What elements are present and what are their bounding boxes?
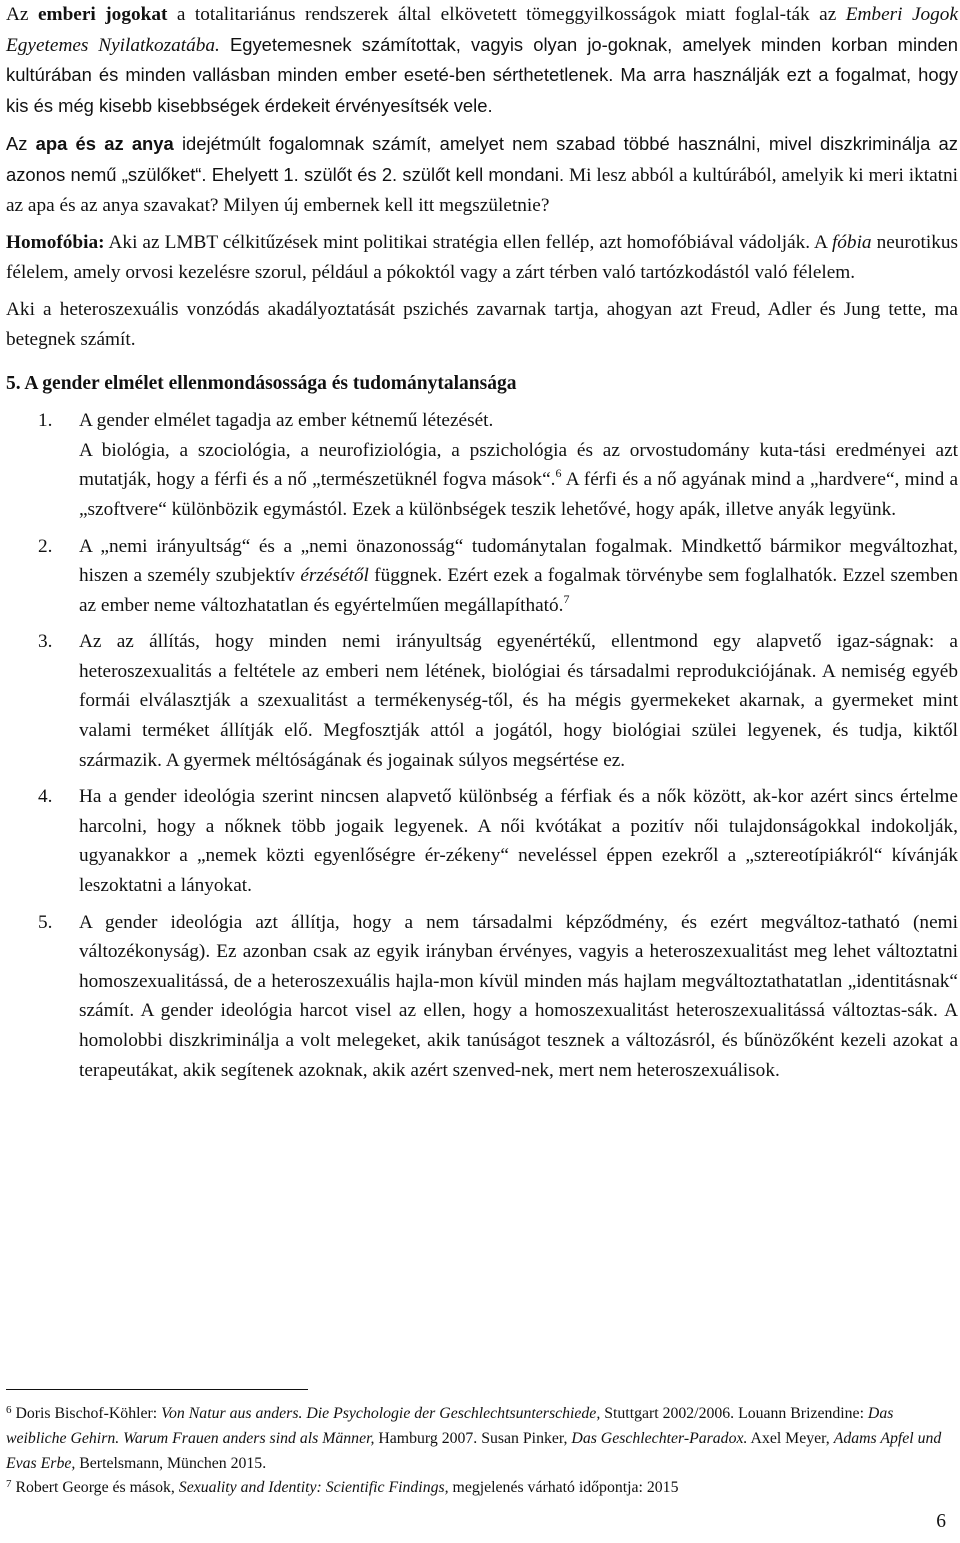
text: Mi lesz abból a kultúrából, amelyik ki meri iktatni az apa és az anya szavakat? Milyen új embernek kell itt megszületnie? — [6, 164, 958, 216]
text: Doris Bischof-Köhler: — [11, 1405, 162, 1422]
text: neurotikus félelem, amely orvosi kezelésre szorul, például a pókoktól vagy a zárt térben való tartózkodástól való félelem. — [6, 232, 958, 283]
footnote-ref[interactable]: 6 — [555, 466, 562, 481]
bold-term: Homofóbia: — [6, 232, 105, 254]
section-heading: 5. A gender elmélet ellenmondásossága és tudománytalansága — [6, 372, 517, 394]
italic-title: Adams Apfel und Evas Erbe, — [6, 1429, 942, 1472]
list-item-text: Az az állítás, hogy minden nemi irányultság egyenértékű, ellentmond egy alapvető igaz-ságnak: a heteroszexualitás a feltétele az emberi nem létének, biológiai és társadalmi reprodukciójának. A nemiség egyéb formái elválasztják a szexualitást a termékenység-től, és ha mégis gyermekeket akarnak, a gyermeket mint valami terméket állítják elő. Megfosztják attól a jogától, hogy biológiai szülei legyenek, és tudja, kiktől származik. A gyermek méltóságának és jogainak súlyos megsértése ez. — [79, 631, 958, 771]
italic-title: Von Natur aus anders. Die Psychologie der Geschlechtsunterschiede, — [161, 1405, 601, 1422]
paragraph-father-mother — [6, 129, 958, 220]
footnote-ref[interactable]: 7 — [563, 591, 570, 606]
footnote-number: 6 — [6, 1404, 12, 1416]
italic-title: Das weibliche Gehirn. Warum Frauen anders sind als Männer, — [6, 1405, 894, 1447]
text: Stuttgart 2002/2006. Louann Brizendine: — [600, 1405, 868, 1422]
document-page — [6, 0, 958, 1092]
list-item — [6, 532, 958, 621]
text: Hamburg 2007. Susan Pinker, — [374, 1429, 572, 1447]
footnote-divider — [6, 1389, 308, 1390]
bold-term: apa és az anya — [35, 133, 174, 155]
text: Egyetemesnek számítottak, vagyis olyan jo-goknak, amelyek minden korban minden kultúrában és minden vallásban minden ember eseté-ben sérthetetlenek. Ma arra használják ezt a fogalmat, hogy kis és még kisebb kisebbségek érdekeit érvényesítsék vele. — [6, 33, 959, 116]
list-item — [6, 406, 958, 524]
text: Aki az LMBT célkitűzések mint politikai stratégia ellen fellép, azt homofóbiával vádolják. A — [104, 232, 832, 254]
text: idejétmúlt fogalomnak számít, amelyet nem szabad többé használni, mivel diszkriminálja az azonos nemű „szülőket“. Ehelyett 1. szülőt és 2. szülőt kell mondani. — [6, 133, 958, 185]
list-item-text: Ha a gender ideológia szerint nincsen alapvető különbség a férfiak és a nők között, ak-kor azért sincs értelme harcolni, hogy a nőknek több jogaik legyenek. A női kvótákat a pozitív női tulajdonságokkal indokolják, ugyanakkor a „nemek közti egyenlőségre ér-zékeny“ neveléssel éppen ezekről a „sztereotípiákról“ kívánják leszoktatni a lányokat. — [79, 786, 958, 897]
list-number: 3. — [38, 631, 53, 653]
text: Az — [6, 133, 36, 155]
text: A biológia, a szociológia, a neurofiziológia, a pszichológia és az orvostudomány kuta-tási eredményei azt mutatják, hogy a férfi és a nő „természetüknél fogva mások“. — [79, 439, 958, 491]
text: Axel Meyer, — [747, 1429, 834, 1447]
text: A férfi és a nő agyának mind a „hardvere“, mind a „szoftvere“ különbözik egymástól. Ezek a különbségek teszik lehetővé, hogy apák, illetve anyák legyünk. — [79, 469, 958, 520]
list-item-text — [79, 406, 958, 524]
paragraph-homophobia — [6, 228, 958, 287]
text: A gender elmélet tagadja az ember kétnemű létezését. — [79, 410, 494, 432]
paragraph-human-rights — [6, 0, 958, 121]
list-number: 1. — [38, 410, 53, 432]
footnote-number: 7 — [6, 1478, 12, 1491]
footnotes — [6, 1402, 950, 1501]
text: Bertelsmann, München 2015. — [75, 1454, 267, 1472]
list-item — [6, 627, 958, 775]
text: A „nemi irányultság“ és a „nemi önazonosság“ tudománytalan fogalmak. Mindkettő bármikor megváltozhat, hiszen a személy szubjektív — [79, 535, 958, 587]
footnote-6 — [6, 1402, 950, 1476]
italic-term: fóbia — [831, 232, 872, 254]
text: Az — [6, 4, 38, 25]
bold-term: emberi jogokat — [37, 4, 168, 25]
italic-title: Sexuality and Identity: Scientific Findings, — [178, 1479, 449, 1497]
page-number: 6 — [936, 1511, 946, 1532]
list-number: 5. — [38, 911, 53, 933]
text: függnek. Ezért ezek a fogalmak törvénybe sem foglalhatók. Ezzel szemben az ember neme változhatatlan és egyértelműen megállapítható. — [79, 565, 958, 616]
paragraph-heterosexual: Aki a heteroszexuális vonzódás akadályoztatását pszichés zavarnak tartja, ahogyan azt Freud, Adler és Jung tette, ma betegnek számít. — [6, 299, 958, 350]
italic-term: érzésétől — [300, 565, 369, 587]
footnote-7 — [6, 1476, 950, 1501]
numbered-list — [6, 406, 958, 1085]
list-number: 4. — [38, 786, 53, 808]
list-item — [6, 782, 958, 900]
text: a totalitariánus rendszerek által elkövetett tömeggyilkosságok miatt foglal-ták az — [167, 4, 846, 25]
text: megjelenés várható időpontja: 2015 — [448, 1479, 679, 1497]
list-item — [6, 908, 958, 1086]
italic-title: Das Geschlechter-Paradox. — [571, 1429, 748, 1447]
text: Robert George és mások, — [11, 1479, 179, 1497]
list-number: 2. — [38, 535, 53, 557]
list-item-text — [79, 532, 958, 621]
list-item-text: A gender ideológia azt állítja, hogy a nem társadalmi képződmény, és ezért megváltoz-tatható (nemi változékonyság). Ez azonban csak az egyik irányban érvényes, vagyis a heteroszexualitást meg lehet változtatni homoszexualitássá, de a heteroszexuális hajla-mon kívül minden más hajlam megváltoztathatatlan „identitásnak“ számít. A gender ideológia harcot visel az ellen, hogy a homoszexualitást heteroszexualitássá változtas-sák. A homolobbi diszkriminálja a volt melegeket, akik tanúságot tesznek a változásról, és bűnözőként kezeli azokat a terapeutákat, akik segítenek azoknak, akik azért szenved-nek, mert nem heteroszexuálisok. — [79, 911, 958, 1081]
italic-title: Emberi Jogok Egyetemes Nyilatkozatába. — [6, 4, 959, 56]
